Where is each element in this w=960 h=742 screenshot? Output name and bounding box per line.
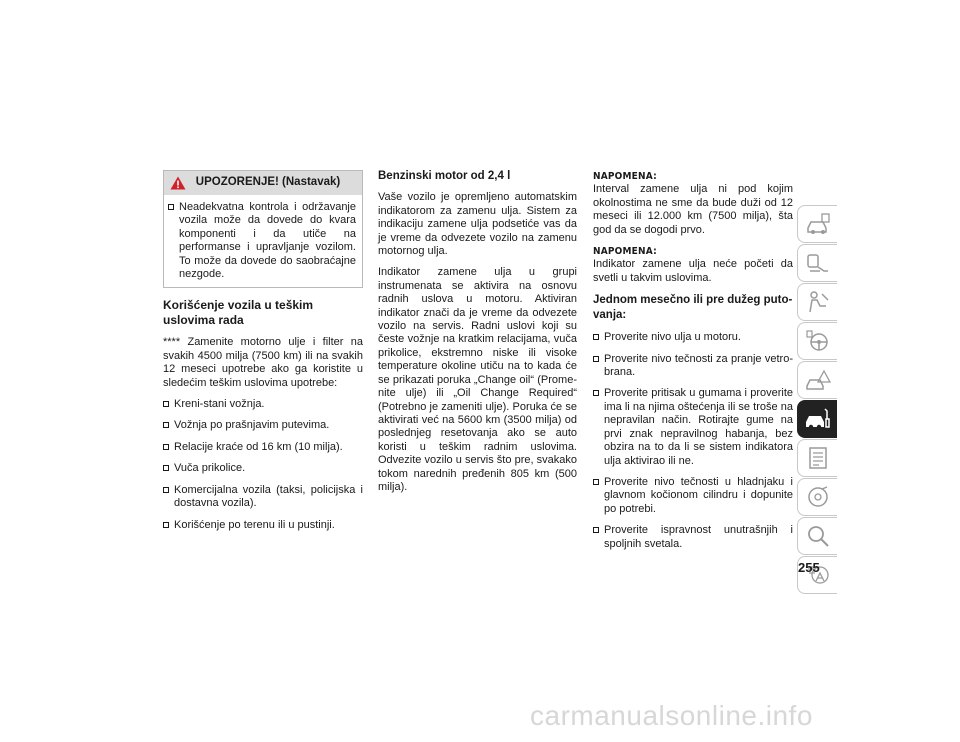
car-keys-icon bbox=[804, 249, 832, 277]
tab-car-keys[interactable] bbox=[797, 244, 837, 282]
checkbox-bullet-icon bbox=[593, 390, 599, 396]
section-heading: Benzinski motor od 2,4 l bbox=[378, 170, 511, 182]
column-left bbox=[163, 170, 363, 540]
warning-car-icon bbox=[804, 366, 832, 394]
car-service-icon bbox=[804, 405, 832, 433]
checkbox-bullet-icon bbox=[163, 487, 169, 493]
section-heading: Jednom mesečno ili pre dužeg putovanja: bbox=[593, 294, 793, 322]
list-item: Relacije kraće od 16 km (10 milja). bbox=[163, 441, 363, 454]
watermark: carmanualsonline.info bbox=[530, 700, 813, 731]
tab-multimedia[interactable] bbox=[797, 478, 837, 516]
checkbox-bullet-icon bbox=[163, 444, 169, 450]
steering-wheel-icon bbox=[804, 327, 832, 355]
section-heading: Korišćenje vozila u teškim uslovima rada bbox=[163, 298, 314, 328]
list-item: Vuča prikolice. bbox=[163, 462, 363, 475]
warning-title: UPOZORENJE! (Nastavak) bbox=[195, 176, 341, 189]
checkbox-bullet-icon bbox=[163, 522, 169, 528]
checklist bbox=[593, 331, 793, 551]
tab-car-service[interactable] bbox=[797, 400, 837, 438]
column-right bbox=[593, 170, 793, 559]
warning-triangle-icon bbox=[164, 176, 192, 190]
conditions-list bbox=[163, 398, 363, 532]
tab-warning-car[interactable] bbox=[797, 361, 837, 399]
tab-safety[interactable] bbox=[797, 283, 837, 321]
intro-paragraph: **** Zamenite motorno ulje i filter na svakih 4500 milja (7500 km) ili na svakih 12 meseci upotrebe ako ga koristite u sledećim teškim uslovima upotrebe: bbox=[163, 336, 363, 389]
page-number: 255 bbox=[798, 560, 820, 575]
tab-steering-wheel[interactable] bbox=[797, 322, 837, 360]
list-item: Proverite nivo ulja u motoru. bbox=[593, 331, 793, 344]
car-info-icon bbox=[804, 210, 832, 238]
note-text: Interval zamene ulja ni pod kojim okolnostima ne sme da bude duži od 12 meseci ili 12.000 km (7500 milja), šta god da se dogodi prvo. bbox=[593, 183, 793, 236]
tab-specs[interactable] bbox=[797, 439, 837, 477]
list-item: Komercijalna vozila (taksi, policijska i dostavna vozila). bbox=[163, 484, 363, 511]
checkbox-bullet-icon bbox=[163, 422, 169, 428]
checkbox-bullet-icon bbox=[163, 401, 169, 407]
search-icon bbox=[804, 522, 832, 550]
warning-header bbox=[164, 171, 362, 195]
list-item: Kreni-stani vožnja. bbox=[163, 398, 363, 411]
checkbox-bullet-icon bbox=[593, 334, 599, 340]
safety-icon bbox=[804, 288, 832, 316]
warning-body bbox=[164, 195, 362, 287]
note-label: NAPOMENA: bbox=[593, 246, 657, 258]
list-item: Vožnja po prašnjavim putevima. bbox=[163, 419, 363, 432]
paragraph: Indikator zamene ulja u grupi instrumenata se aktivira na osnovu radnih uslova u motoru. Aktiviran indikator znači da je vreme da odvezete vozilo na servis. Radni uslovi koji su česte vožnje na kratkim relacijama, vuča prikolice, ekstremno niske ili visoke temperature okoline utiču na to kada će se prikazati poruka „Change oil“ (Promenite ulje) ili „Oil Change Required“ (Potrebno je zameniti ulje). Poruka će se aktivirati već na 5600 km (3500 milja) od poslednjeg resetovanja ako se auto koristi u teškim radnim uslovima. Odvezite vozilo u servis što pre, svakako tokom narednih pređenih 805 km (500 milja). bbox=[378, 266, 577, 493]
checkbox-bullet-icon bbox=[168, 204, 174, 210]
tab-car-info[interactable] bbox=[797, 205, 837, 243]
list-item: Proverite nivo tečnosti u hladnjaku i glavnom kočionom cilindru i dopunite po potrebi. bbox=[593, 476, 793, 516]
multimedia-icon bbox=[804, 483, 832, 511]
note-text: Indikator zamene ulja neće početi da svetli u takvim uslovima. bbox=[593, 258, 793, 284]
tab-search[interactable] bbox=[797, 517, 837, 555]
list-item: Proverite ispravnost unutrašnjih i spoljnih svetala. bbox=[593, 524, 793, 551]
warning-item: Neadekvatna kontrola i održavanje vozila može da dovede do kvara komponenti i da utiče na performanse i upravljanje vozilom. To može da dovede do saobraćajne nezgode. bbox=[168, 201, 356, 281]
chapter-tabs bbox=[797, 205, 841, 595]
column-middle bbox=[378, 170, 577, 502]
checkbox-bullet-icon bbox=[163, 465, 169, 471]
list-item: Korišćenje po terenu ili u pustinji. bbox=[163, 519, 363, 532]
list-item: Proverite pritisak u gumama i proverite ima li na njima oštećenja ili se troše na nepravilan način. Rotirajte gume na prvi znak nepravilnog habanja, bez obzira na to da li se sistem indikatora ulja aktivirao ili ne. bbox=[593, 387, 793, 467]
paragraph: Vaše vozilo je opremljeno automatskim indikatorom za zamenu ulja. Sistem za indikaciju zamene ulja podsetiće vas da je vreme da odvezete vozilo na zamenu motornog ulja. bbox=[378, 191, 577, 258]
specs-icon bbox=[804, 444, 832, 472]
checkbox-bullet-icon bbox=[593, 479, 599, 485]
list-item: Proverite nivo tečnosti za pranje vetrobrana. bbox=[593, 353, 793, 380]
warning-box bbox=[163, 170, 363, 288]
checkbox-bullet-icon bbox=[593, 527, 599, 533]
checkbox-bullet-icon bbox=[593, 356, 599, 362]
note-label: NAPOMENA: bbox=[593, 171, 657, 182]
